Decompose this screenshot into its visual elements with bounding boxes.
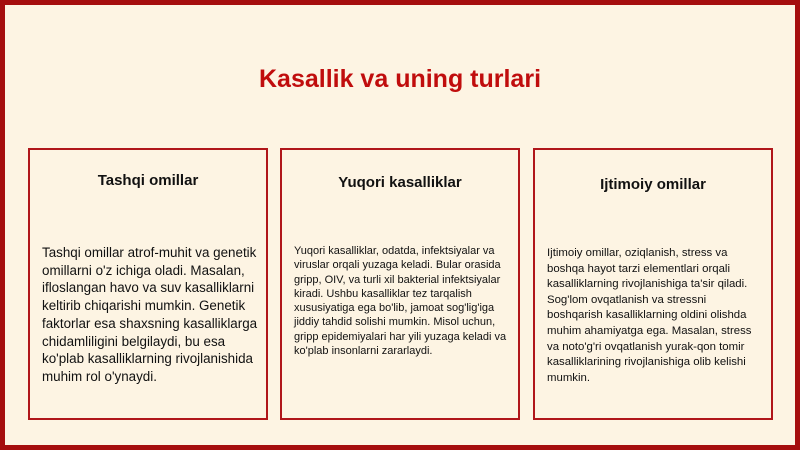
card-text: Tashqi omillar atrof-muhit va genetik omillarni o'z ichiga oladi. Masalan, ifloslangan havo va suv kasalliklarni keltirib chiqarishi mumkin. Genetik faktorlar esa shaxsning kasalliklarga chidamliligini belgilaydi, bu esa ko'plab kasalliklarning rivojlanishida muhim rol o'ynaydi. [42,245,258,384]
card-text: Yuqori kasalliklar, odatda, infektsiyalar va viruslar orqali yuzaga keladi. Bular orasida gripp, OIV, va turli xil bakterial infektsiyalar kiradi. Ushbu kasalliklar tez tarqalish xususiyatiga ega bo'lib, jamoat sog'lig'iga jiddiy tahdid solishi mumkin. Misol uchun, gripp epidemiyalari har yili yuzaga keladi va ko'plab insonlarni zararlaydi. [294,245,507,358]
card-text: Ijtimoiy omillar, oziqlanish, stress va boshqa hayot tarzi elementlari orqali kasalliklarning rivojlanishiga ta'sir qiladi. Sog'lom ovqatlanish va stressni boshqarish kasalliklarning oldini olishda muhim ahamiyatga ega. Masalan, stress va noto'g'ri ovqatlanish yurak-qon tomir kasalliklarining rivojlanishiga olib kelishi mumkin. [547,247,752,384]
page-title: Kasallik va uning turlari [258,65,542,93]
card-heading: Tashqi omillar [97,172,199,189]
slide [5,5,795,445]
card-social-factors [533,148,773,420]
card-infectious-diseases [280,148,520,420]
card-heading: Ijtimoiy omillar [600,176,706,193]
card-external-factors [28,148,268,420]
card-heading: Yuqori kasalliklar [338,174,462,191]
